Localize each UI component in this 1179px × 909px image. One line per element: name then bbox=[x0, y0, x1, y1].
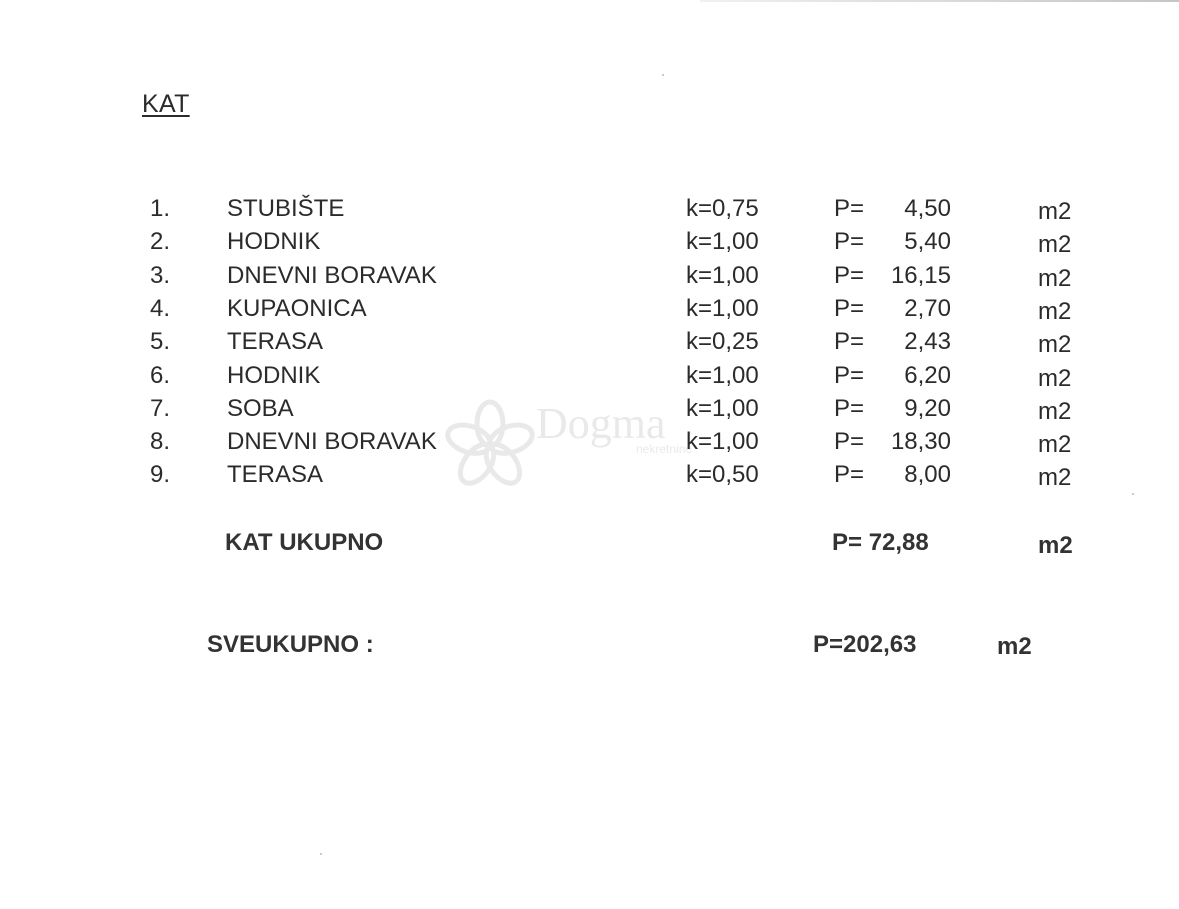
room-name: DNEVNI BORAVAK bbox=[227, 428, 437, 456]
watermark-brand: Dogma bbox=[536, 399, 666, 448]
room-name: KUPAONICA bbox=[227, 294, 367, 322]
section-heading: KAT bbox=[142, 90, 190, 118]
room-name: HODNIK bbox=[227, 228, 321, 256]
room-number: 8. bbox=[150, 428, 171, 456]
room-coefficient: k=1,00 bbox=[686, 228, 759, 256]
area-unit: m2 bbox=[1038, 364, 1072, 392]
area-label: P= bbox=[834, 428, 865, 456]
room-name: DNEVNI BORAVAK bbox=[227, 261, 437, 289]
area-value: 9,20 bbox=[904, 394, 951, 422]
room-number: 2. bbox=[150, 228, 171, 256]
area-unit: m2 bbox=[1038, 431, 1072, 459]
room-number: 1. bbox=[150, 195, 171, 222]
grand-total-unit: m2 bbox=[997, 633, 1032, 660]
room-number: 4. bbox=[150, 294, 171, 322]
area-unit: m2 bbox=[1038, 231, 1072, 259]
room-coefficient: k=1,00 bbox=[686, 394, 759, 422]
room-row bbox=[0, 392, 1179, 425]
room-coefficient: k=0,75 bbox=[686, 195, 759, 222]
room-name: HODNIK bbox=[227, 361, 321, 389]
grand-total-value: P=202,63 bbox=[813, 631, 917, 658]
area-value: 5,40 bbox=[904, 228, 951, 256]
area-value: 8,00 bbox=[904, 461, 951, 489]
room-row bbox=[0, 458, 1179, 491]
area-label: P= bbox=[834, 361, 865, 389]
room-number: 3. bbox=[150, 261, 171, 289]
area-unit: m2 bbox=[1038, 297, 1072, 325]
area-unit: m2 bbox=[1038, 198, 1072, 225]
room-number: 9. bbox=[150, 461, 171, 489]
room-row bbox=[0, 259, 1179, 292]
floor-total-label: KAT UKUPNO bbox=[225, 529, 384, 556]
scan-speck bbox=[662, 74, 664, 76]
room-row bbox=[0, 225, 1179, 258]
floor-total-row bbox=[0, 526, 1179, 560]
floor-total-unit: m2 bbox=[1038, 532, 1073, 559]
room-row bbox=[0, 325, 1179, 358]
area-label: P= bbox=[834, 228, 865, 256]
room-number: 7. bbox=[150, 394, 171, 422]
room-coefficient: k=1,00 bbox=[686, 261, 759, 289]
area-value: 2,70 bbox=[904, 294, 951, 322]
area-label: P= bbox=[834, 294, 865, 322]
room-name: STUBIŠTE bbox=[227, 195, 345, 222]
floor-total-value: P= 72,88 bbox=[832, 529, 929, 556]
room-coefficient: k=1,00 bbox=[686, 428, 759, 456]
area-label: P= bbox=[834, 328, 865, 356]
area-unit: m2 bbox=[1038, 264, 1072, 292]
scan-edge-line bbox=[700, 0, 1179, 2]
room-number: 5. bbox=[150, 328, 171, 356]
room-number: 6. bbox=[150, 361, 171, 389]
area-value: 16,15 bbox=[890, 261, 951, 289]
scan-speck bbox=[320, 853, 322, 855]
room-name: SOBA bbox=[227, 394, 294, 422]
room-row bbox=[0, 359, 1179, 392]
scan-speck bbox=[1132, 493, 1134, 495]
area-label: P= bbox=[834, 461, 865, 489]
room-name: TERASA bbox=[227, 328, 324, 356]
area-unit: m2 bbox=[1038, 397, 1072, 425]
area-value: 6,20 bbox=[904, 361, 951, 389]
room-coefficient: k=1,00 bbox=[686, 294, 759, 322]
room-coefficient: k=0,50 bbox=[686, 461, 759, 489]
room-coefficient: k=1,00 bbox=[686, 361, 759, 389]
room-row bbox=[0, 292, 1179, 325]
area-label: P= bbox=[834, 394, 865, 422]
grand-total-row bbox=[0, 628, 1179, 662]
grand-total-label: SVEUKUPNO : bbox=[207, 631, 374, 658]
area-value: 18,30 bbox=[890, 428, 951, 456]
room-name: TERASA bbox=[227, 461, 324, 489]
watermark-subtitle: nekretnine bbox=[636, 442, 693, 456]
area-label: P= bbox=[834, 195, 865, 222]
area-label: P= bbox=[834, 261, 865, 289]
area-unit: m2 bbox=[1038, 464, 1072, 492]
area-value: 2,43 bbox=[904, 328, 951, 356]
area-unit: m2 bbox=[1038, 331, 1072, 359]
area-value: 4,50 bbox=[904, 195, 951, 222]
room-row bbox=[0, 192, 1179, 225]
room-row bbox=[0, 425, 1179, 458]
room-coefficient: k=0,25 bbox=[686, 328, 759, 356]
